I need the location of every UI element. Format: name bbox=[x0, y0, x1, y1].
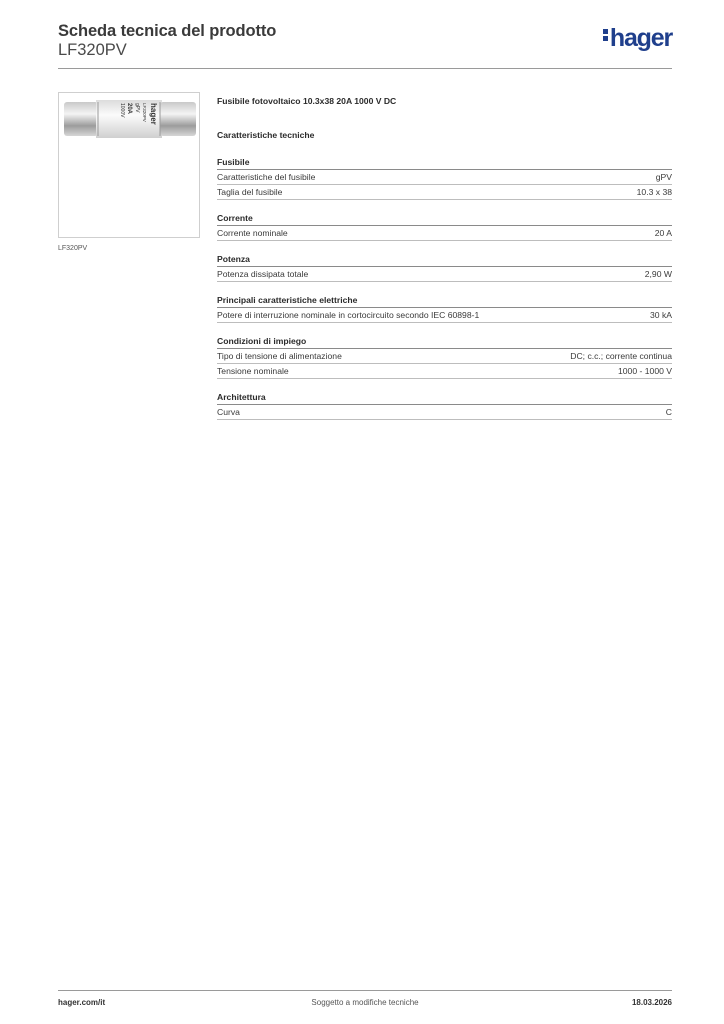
footer-note: Soggetto a modifiche tecniche bbox=[311, 998, 419, 1007]
section-title: Caratteristiche tecniche bbox=[217, 130, 315, 140]
spec-group bbox=[217, 156, 672, 200]
spec-row bbox=[217, 405, 672, 420]
header-divider bbox=[58, 68, 672, 69]
spec-row bbox=[217, 170, 672, 185]
spec-label: Caratteristiche del fusibile bbox=[217, 172, 316, 182]
spec-label: Potere di interruzione nominale in cortocircuito secondo IEC 60898-1 bbox=[217, 310, 480, 320]
spec-label: Tensione nominale bbox=[217, 366, 289, 376]
spec-value: 1000 - 1000 V bbox=[618, 366, 672, 376]
spec-label: Taglia del fusibile bbox=[217, 187, 283, 197]
spec-content bbox=[217, 96, 672, 420]
page-header bbox=[58, 20, 672, 70]
spec-group-title: Potenza bbox=[217, 253, 672, 267]
spec-group-title: Principali caratteristiche elettriche bbox=[217, 294, 672, 308]
spec-group-title: Corrente bbox=[217, 212, 672, 226]
footer-divider bbox=[58, 990, 672, 991]
spec-value: 20 A bbox=[654, 228, 672, 238]
spec-label: Potenza dissipata totale bbox=[217, 269, 309, 279]
image-caption: LF320PV bbox=[58, 245, 88, 252]
spec-row bbox=[217, 226, 672, 241]
spec-label: Corrente nominale bbox=[217, 228, 288, 238]
spec-group bbox=[217, 212, 672, 241]
logo-text: hager bbox=[609, 24, 672, 52]
spec-group bbox=[217, 335, 672, 379]
spec-value: C bbox=[665, 407, 672, 417]
hager-logo bbox=[603, 26, 672, 51]
spec-value: 2,90 W bbox=[644, 269, 672, 279]
spec-group bbox=[217, 253, 672, 282]
spec-group bbox=[217, 294, 672, 323]
spec-row bbox=[217, 308, 672, 323]
spec-value: 10.3 x 38 bbox=[636, 187, 672, 197]
fuse-marking-current: 20A bbox=[126, 103, 132, 115]
footer-date: 18.03.2026 bbox=[631, 998, 672, 1007]
fuse-marking-class: gPV bbox=[134, 103, 140, 113]
spec-group-title: Condizioni di impiego bbox=[217, 335, 672, 349]
spec-row bbox=[217, 349, 672, 364]
spec-row bbox=[217, 267, 672, 282]
fuse-marking-voltage: 1000V bbox=[119, 103, 125, 118]
product-code: LF320PV bbox=[58, 41, 127, 59]
fuse-marking-brand: hager bbox=[149, 103, 158, 125]
spec-value: 30 kA bbox=[650, 310, 672, 320]
spec-value: DC; c.c.; corrente continua bbox=[570, 351, 672, 361]
fuse-image-icon bbox=[59, 93, 199, 237]
page-title: Scheda tecnica del prodotto bbox=[58, 22, 277, 40]
fuse-marking-code: LF320PV bbox=[142, 103, 147, 122]
spec-row bbox=[217, 364, 672, 379]
product-image bbox=[58, 92, 200, 238]
spec-row bbox=[217, 185, 672, 200]
product-title: Fusibile fotovoltaico 10.3x38 20A 1000 V DC bbox=[217, 96, 397, 106]
spec-label: Tipo di tensione di alimentazione bbox=[217, 351, 342, 361]
spec-group bbox=[217, 391, 672, 420]
spec-label: Curva bbox=[217, 407, 240, 417]
spec-group-title: Fusibile bbox=[217, 156, 672, 170]
footer-website: hager.com/it bbox=[58, 998, 106, 1007]
spec-value: gPV bbox=[655, 172, 672, 182]
logo-dots-icon bbox=[603, 27, 608, 43]
spec-group-title: Architettura bbox=[217, 391, 672, 405]
spec-groups bbox=[217, 156, 672, 420]
